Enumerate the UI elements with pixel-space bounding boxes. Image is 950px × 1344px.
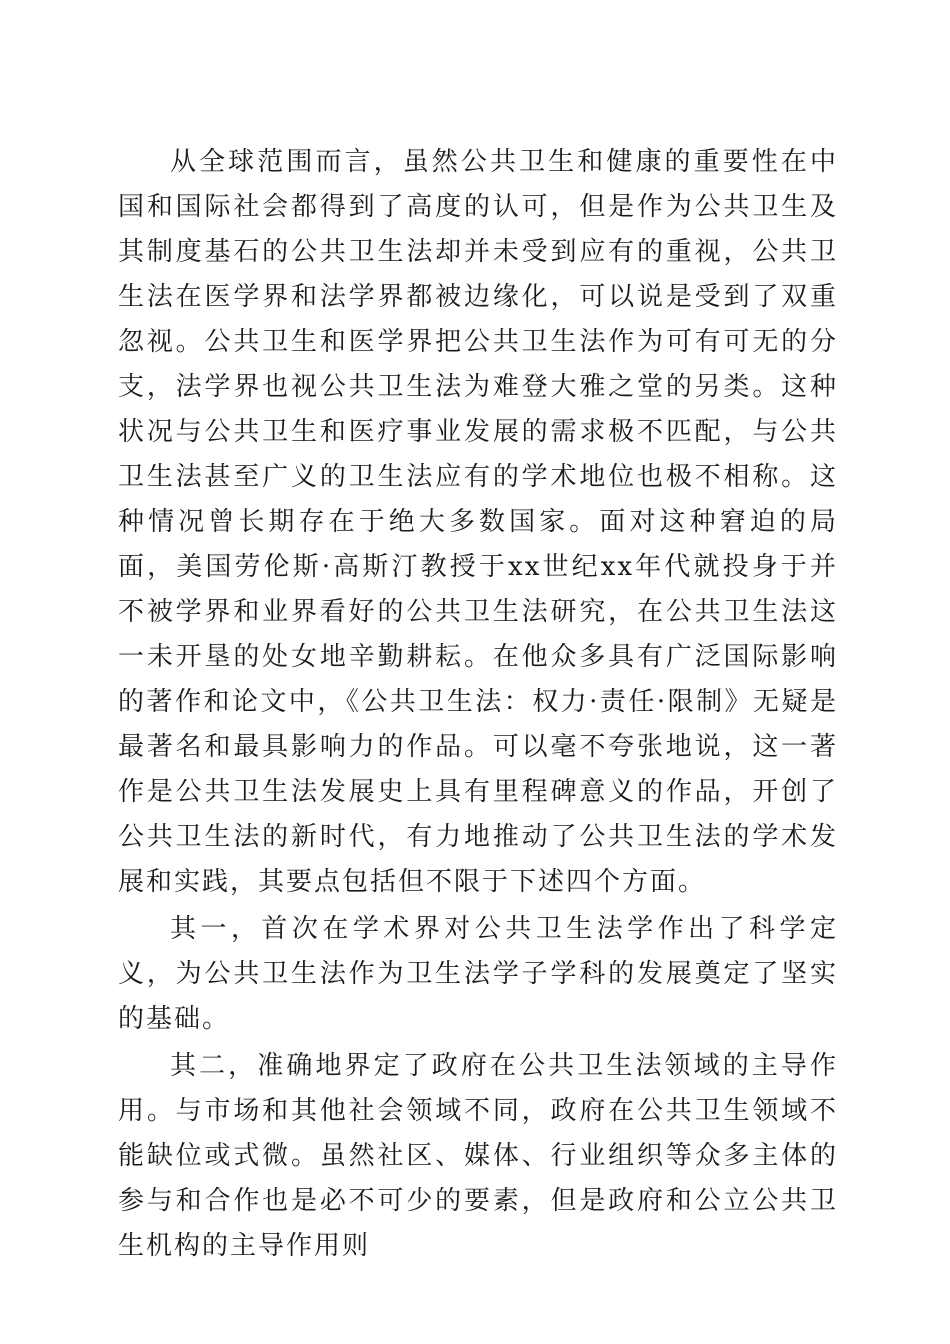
paragraph: 从全球范围而言，虽然公共卫生和健康的重要性在中国和国际社会都得到了高度的认可，但是作为公共卫生及其制度基石的公共卫生法却并未受到应有的重视，公共卫生法在医学界和法学界都被边缘化，可以说是受到了双重忽视。公共卫生和医学界把公共卫生法作为可有可无的分支，法学界也视公共卫生法为难登大雅之堂的另类。这种状况与公共卫生和医疗事业发展的需求极不匹配，与公共卫生法甚至广义的卫生法应有的学术地位也极不相称。这种情况曾长期存在于绝大多数国家。面对这种窘迫的局面，美国劳伦斯·高斯汀教授于xx世纪xx年代就投身于并不被学界和业界看好的公共卫生法研究，在公共卫生法这一未开垦的处女地辛勤耕耘。在他众多具有广泛国际影响的著作和论文中，《公共卫生法：权力·责任·限制》无疑是最著名和最具影响力的作品。可以毫不夸张地说，这一著作是公共卫生法发展史上具有里程碑意义的作品，开创了公共卫生法的新时代，有力地推动了公共卫生法的学术发展和实践，其要点包括但不限于下述四个方面。: [118, 147, 838, 897]
document-body: [118, 140, 838, 1269]
paragraph: 其二，准确地界定了政府在公共卫生法领域的主导作用。与市场和其他社会领域不同，政府在公共卫生领域不能缺位或式微。虽然社区、媒体、行业组织等众多主体的参与和合作也是必不可少的要素，但是政府和公立公共卫生机构的主导作用则: [118, 1051, 838, 1261]
paragraph: 其一，首次在学术界对公共卫生法学作出了科学定义，为公共卫生法作为卫生法学子学科的发展奠定了坚实的基础。: [118, 914, 838, 1034]
